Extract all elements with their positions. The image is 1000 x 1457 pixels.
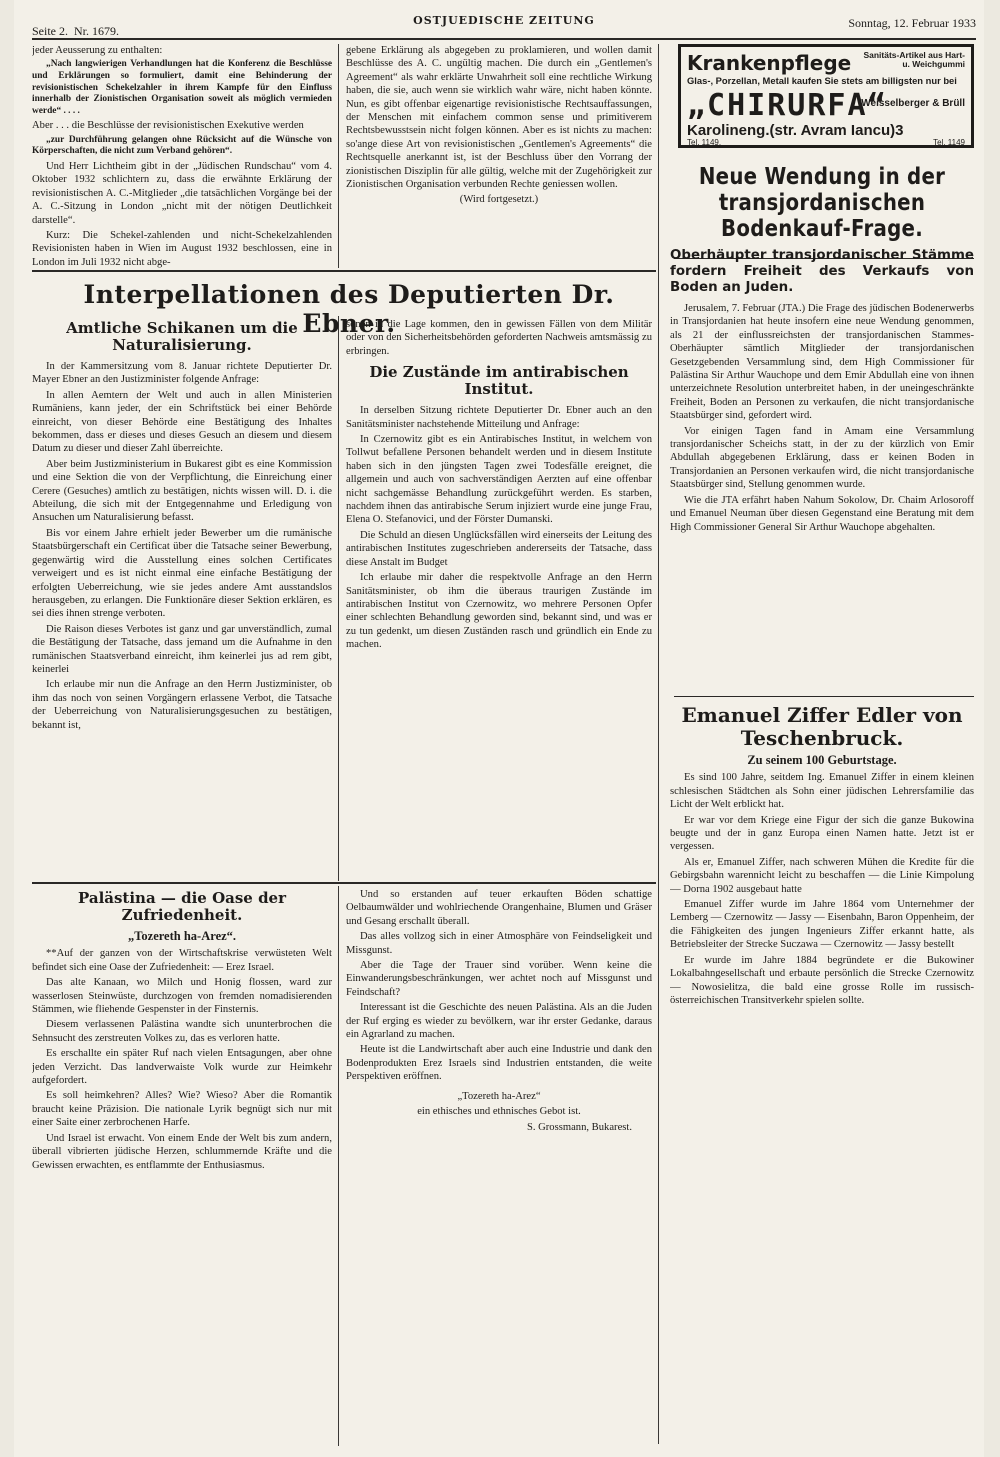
paragraph: Bis vor einem Jahre erhielt jeder Bewerber um die rumänische Staatsbürgerschaft ein Certificat über die Tatsache seiner Bewerbung, gegenwärtig wird die Ausstellung eines solchen Certificates verweigert und es ist nicht einmal eine einfache Bestätigung der erfolgten Ueberreichung, wie sie jedes andere Amt ausstandslos herausgeben, zu erlangen. Die Funktionäre dieser Sektion erklären, es sei dies ihnen strenge verboten. [32, 527, 332, 620]
paragraph: Er war vor dem Kriege eine Figur der sich die ganze Bukowina beugte und der in ganz Europa einen Namen hatte. Jetzt ist er vergessen. [670, 814, 974, 853]
paragraph: Er wurde im Jahre 1884 begründete er die Bukowiner Lokalbahngesellschaft und erbaute persönlich die Strecke Czernowitz — Nowosielitza, die bald eine grosse Rolle im russisch-österreichischen Transitverkehr spielen sollte. [670, 954, 974, 1006]
paragraph: Heute ist die Landwirtschaft aber auch eine Industrie und dank den Bodenprodukten Erez Israels sind Industrien entstanden, die weite Perspektiven eröffnen. [346, 1044, 652, 1083]
author-signature: S. Grossmann, Bukarest. [526, 1121, 632, 1133]
column-rule [658, 44, 659, 1444]
paragraph: Und so erstanden auf teuer erkauften Böden schattige Oelbaumwälder und wohlriechende Orangenhaine, Blumen und Gräser und Gesang erschallt überall. [346, 889, 652, 927]
paragraph: Und Herr Lichtheim gibt in der „Jüdischen Rundschau“ vom 4. Oktober 1932 schlichtern zu, dass die erwähnte Erklärung der revisionistischen A. C.-Mitglieder „die tatsächlichen Vorgänge bei der A. C.-Sitzung in London „nicht mit der nötigen Deutlichkeit darstelle“. [32, 160, 332, 226]
ziffer-article [670, 704, 974, 1444]
paragraph: gebene Erklärung als abgegeben zu proklamieren, und wollen damit Beschlüsse des A. C. ungültig machen. Die durch ein „Gentlemen's Agreement“ als wahr erklärte Unwahrheit soll eine rechtliche Wirkung haben, die sie, auch wenn sie wirklich wahr wäre, nicht haben könnte. Nun, es gibt offenbar eigenartige revisionistische Rechtsauffassungen, der Menschen mit einfachem common sense und primitiverem Rechtsbewusstsein nicht folgen können. Aber es ist nichts zu machen: so'ange diese Art von revisionistischen „Gentlemen's Agreements“ die Rechtsquelle anerkannt ist, ist der Beschluss über den Vorrang der zionistischen Disziplin für alle gültig, welche mit der Zugehörigkeit zur Zionistischen Organisation verbunden Rechte geniessen wollen. [346, 45, 652, 191]
article-continuation-middle [346, 44, 652, 268]
ad-side-text: Sanitäts-Artikel aus Hart- u. Weichgummi [863, 50, 965, 69]
paragraph: Wie die JTA erfährt haben Nahum Sokolow, Dr. Chaim Arlosoroff und Emanuel Neuman über diesen Gegenstand eine Beratung mit dem High Commissioner General Sir Arthur Wauchope abgehalten. [670, 494, 974, 533]
paragraph: Als er, Emanuel Ziffer, nach schweren Mühen die Kredite für die Gebirgsbahn warennicht leicht zu beschaffen — die Linie Kimpolung — Dorna 1902 ausgebaut hatte [670, 856, 974, 895]
paragraph: Es sind 100 Jahre, seitdem Ing. Emanuel Ziffer in einem kleinen schlesischen Städtchen als Sohn einer jüdischen Lehrersfamilie das Licht der Welt erblickt hat. [670, 772, 974, 811]
paragraph: Es erschallte ein später Ruf nach vielen Entsagungen, aber ohne jeden Verzicht. Das landverwaiste Volk wurde zur Heimkehr aufgefordert. [32, 1048, 332, 1087]
article-headline: Palästina — die Oase der Zufriedenheit. [77, 889, 287, 924]
ad-glass-line: Glas-, Porzellan, Metall kaufen Sie stets am billigsten nur bei [687, 75, 957, 86]
antirabic-article [346, 318, 652, 878]
paragraph: Das alte Kanaan, wo Milch und Honig flossen, ward zur wasserlosen Steinwüste, durchzogen von fremden nomadisierenden Stämmen, wie fliehende Gespenster in der Finsternis. [32, 977, 332, 1016]
article-subheadline: „Tozereth ha-Arez“. [127, 929, 237, 943]
article-headline: Neue Wendung in der transjordanischen Bodenkauf-Frage. [698, 164, 946, 242]
column-rule [338, 316, 339, 881]
paragraph: In derselben Sitzung richtete Deputierter Dr. Ebner auch an den Sanitätsminister nachstehende Mitteilung und Anfrage: [346, 405, 652, 430]
newspaper-page [14, 0, 984, 1457]
paragraph: Aber die Tage der Trauer sind vorüber. Wenn keine die Einwanderungsbeschränkungen, wer achtet noch auf Missgunst und Feindschaft? [346, 960, 652, 998]
palestine-article-middle [346, 888, 652, 1444]
quote: „zur Durchführung gelangen ohne Rücksicht auf die Wünsche von Körperschaften, die nicht zum Verband gehören“. [32, 134, 332, 157]
paragraph: In der Kammersitzung vom 8. Januar richtete Deputierter Dr. Mayer Ebner an den Justizminister folgende Anfrage: [32, 361, 332, 386]
paragraph: Vor einigen Tagen fand in Amam eine Versammlung transjordanischer Scheichs statt, in der zu der kürzlich von Emir Abdullah abgegebenen Erklärung, dass er keinen Boden in Transjordanien an Personen verkaufen wird, die nicht transjordanische Staatsbürger sind, Stellung genommen wurde. [670, 425, 974, 491]
page-number: Seite 2. Nr. 1679. [32, 24, 119, 38]
ad-owners: Weisselberger & Brüll [861, 98, 965, 109]
chirurfa-advertisement [678, 44, 974, 148]
article-continuation-left [32, 44, 332, 268]
paper-name: OSTJUEDISCHE ZEITUNG [413, 14, 595, 27]
article-subheadline: Zu seinem 100 Geburtstage. [747, 753, 897, 767]
paragraph: Kurz: Die Schekel-zahlenden und nicht-Schekelzahlenden Revisionisten haben in Wien im August 1932 beschlossen, eine in London im Juli 1932 nicht abge- [32, 230, 332, 268]
ad-tel: Tel. 1149. [687, 138, 722, 147]
closing-line: ein ethisches und ethnisches Gebot ist. [417, 1106, 581, 1118]
quote: „Nach langwierigen Verhandlungen hat die Konferenz die Beschlüsse und Erklärungen so formuliert, damit eine Behinderung der revisionistischen Schekelzahler in ihrem Kampfe für den Einfluss innerhalb der Zionistischen Organisation soweit als möglich vermieden werde“ . . . . [32, 59, 332, 116]
ad-address: Karolineng.(str. Avram Iancu)3 [687, 122, 904, 139]
paragraph: Das alles vollzog sich in einer Atmosphäre von Feindseligkeit und Missgunst. [346, 931, 652, 956]
column-rule [338, 44, 339, 268]
closing-line: „Tozereth ha-Arez“ [457, 1090, 541, 1102]
article-headline: Amtliche Schikanen um die Naturalisierung. [66, 319, 298, 354]
paragraph: Jerusalem, 7. Februar (JTA.) Die Frage des jüdischen Bodenerwerbs in Transjordanien hat heute insofern eine neue Wendung genommen, als 21 der einflussreichsten der transjordanischen Stammes-Oberhäupter sämtlich Mitglieder der transjordanischen Gesetzgebenden Versammlung sind, dem High Commissioner für Palästina Sir Arthur Wauchope und dem Emir Abdullah eine von ihnen unterzeichnete Resolution unterbreitet haben, in der uneingeschränkte Freiheit, Boden an Personen zu verkaufen, die nicht transjordanische Staatsbürger sind, gefordert wird. [670, 303, 974, 422]
palestine-article-left [32, 888, 332, 1444]
issue-date: Sonntag, 12. Februar 1933 [848, 16, 976, 30]
paragraph: Ich erlaube mir daher die respektvolle Anfrage an den Herrn Sanitätsminister, ob ihm die überaus traurigen Zustände im antirabischen Institut von Czernowitz, wo mehrere Personen Opfer einer schlechten Behandlung geworden sind, bekannt sind, und was er zu tun gedenkt, um diesen Zuständen rasch und gründlich ein Ende zu machen. [346, 572, 652, 651]
paragraph: In allen Aemtern der Welt und auch in allen Ministerien Rumäniens, kann jeder, der ein Schriftstück bei einer Behörde einreicht, von dieser Behörde eine Bestätigung des Inhaltes bekommen, dass er dieses und dieses Gesuch an diesem und diesem Datum zu dieser und dieser Zahl überreichte. [32, 389, 332, 455]
paragraph: Es soll heimkehren? Alles? Wie? Wieso? Aber die Romantik braucht keine Präzision. Die nationale Lyrik begnügt sich nur mit einer Saite einer zerbrochenen Harfe. [32, 1090, 332, 1129]
paragraph: Und Israel ist erwacht. Von einem Ende der Welt bis zum andern, überall vibrierten jüdische Herzen, schlummernde Kräfte und die Gewissen erwachten, es entflammte der Enthusiasmus. [32, 1132, 332, 1171]
continued-note: (Wird fortgesetzt.) [459, 194, 539, 206]
paragraph: Aber . . . die Beschlüsse der revisionistischen Exekutive werden [32, 120, 304, 132]
header-rule [32, 38, 976, 40]
ad-brand-top: Krankenpflege [687, 51, 852, 75]
paragraph: Emanuel Ziffer wurde im Jahre 1864 vom Unternehmer der Lemberg — Czernowitz — Jassy — Eisenbahn, Baron Oppenheim, der die Fähigkeiten des jungen Ingenieurs Ziffer erkannt hatte, als Betriebsleiter der Strecke Suczawa — Czernowitz — Jassy bestellt [670, 899, 974, 951]
paragraph: Interessant ist die Geschichte des neuen Palästina. Als an die Juden der Ruf erging es wieder zu bevölkern, war ihr erster Gedanke, daraus ein Agrarland zu machen. [346, 1002, 652, 1041]
paragraph: Die Raison dieses Verbotes ist ganz und gar unverständlich, zumal die Bestätigung der Tatsache, dass jemand um die Aufnahme in den rumänischen Staatsverband einreicht, ihm keinerlei jus ad rem gibt, keinerlei [32, 623, 332, 675]
ad-tel: Tel. 1149 [933, 138, 965, 147]
column-rule [338, 886, 339, 1446]
article-subheadline: Oberhäupter transjordanischer Stämme fordern Freiheit des Verkaufs von Boden an Juden. [670, 248, 974, 295]
paragraph: Ich erlaube mir nun die Anfrage an den Herrn Justizminister, ob ihm das noch von seinen Vorgängern erlassene Verbot, die Tatsache der Ueberreichung von Naturalisierungsgesuchen zu bestätigen, bekannt ist, [32, 679, 332, 731]
paragraph: Aber beim Justizministerium in Bukarest gibt es eine Kommission und eine Sektion die von der Verpflichtung, die Einreichung einer Cerere (Gesuches) amtlich zu bestätigen, nichts wissen will. D. i. die Abteilung, die sich mit der Entgegennahme und Erledigung von Ansuchen um Naturalisierung befasst. [32, 458, 332, 524]
ad-shop-name: „CHIRURFA“ [687, 88, 888, 123]
article-headline: Emanuel Ziffer Edler von Teschenbruck. [681, 704, 963, 750]
paragraph: jeder Aeusserung zu enthalten: [32, 45, 163, 56]
paragraph: **Auf der ganzen von der Wirtschaftskrise verwüsteten Welt befindet sich eine Oase der Zufriedenheit: — Erez Israel. [32, 948, 332, 973]
interpellation-headline: Interpellationen des Deputierten Dr. Ebner. [83, 280, 615, 338]
section-rule [32, 270, 656, 272]
paragraph: Die Schuld an diesen Unglücksfällen wird einerseits der Leitung des antirabischen Institutes zugeschrieben andererseits der Tatsache, dass diese Anstalt im Budget [346, 529, 652, 568]
section-rule [32, 882, 656, 884]
paragraph: Diesem verlassenen Palästina wandte sich ununterbrochen die Sehnsucht des zerstreuten Volkes zu, das es verloren hatte. [32, 1019, 332, 1044]
paragraph: sonen in die Lage kommen, den in gewissen Fällen von dem Militär oder von den Sicherheitsbehörden geforderten Nachweis amtsmässig zu erbringen. [346, 319, 652, 357]
transjordan-article [670, 164, 974, 692]
paragraph: In Czernowitz gibt es ein Antirabisches Institut, in welchem von Tollwut befallene Personen behandelt werden und in diesem Institute haben sich in den jüngsten Tagen zwei Todesfälle ereignet, die allgemein und auch von sachverständigen Aerzten auf eine offenbar nicht sachgemässe Behandlung zurückgeführt werden. Es starben, nachdem ihnen das antirabische Serum injiziert wurde eine junge Frau, Elena O. Stefanovici, und der Förster Dumanski. [346, 434, 652, 526]
naturalization-article [32, 318, 332, 878]
article-headline: Die Zustände im antirabischen Institut. [369, 363, 629, 399]
section-rule [674, 696, 974, 697]
page-header [32, 8, 976, 36]
